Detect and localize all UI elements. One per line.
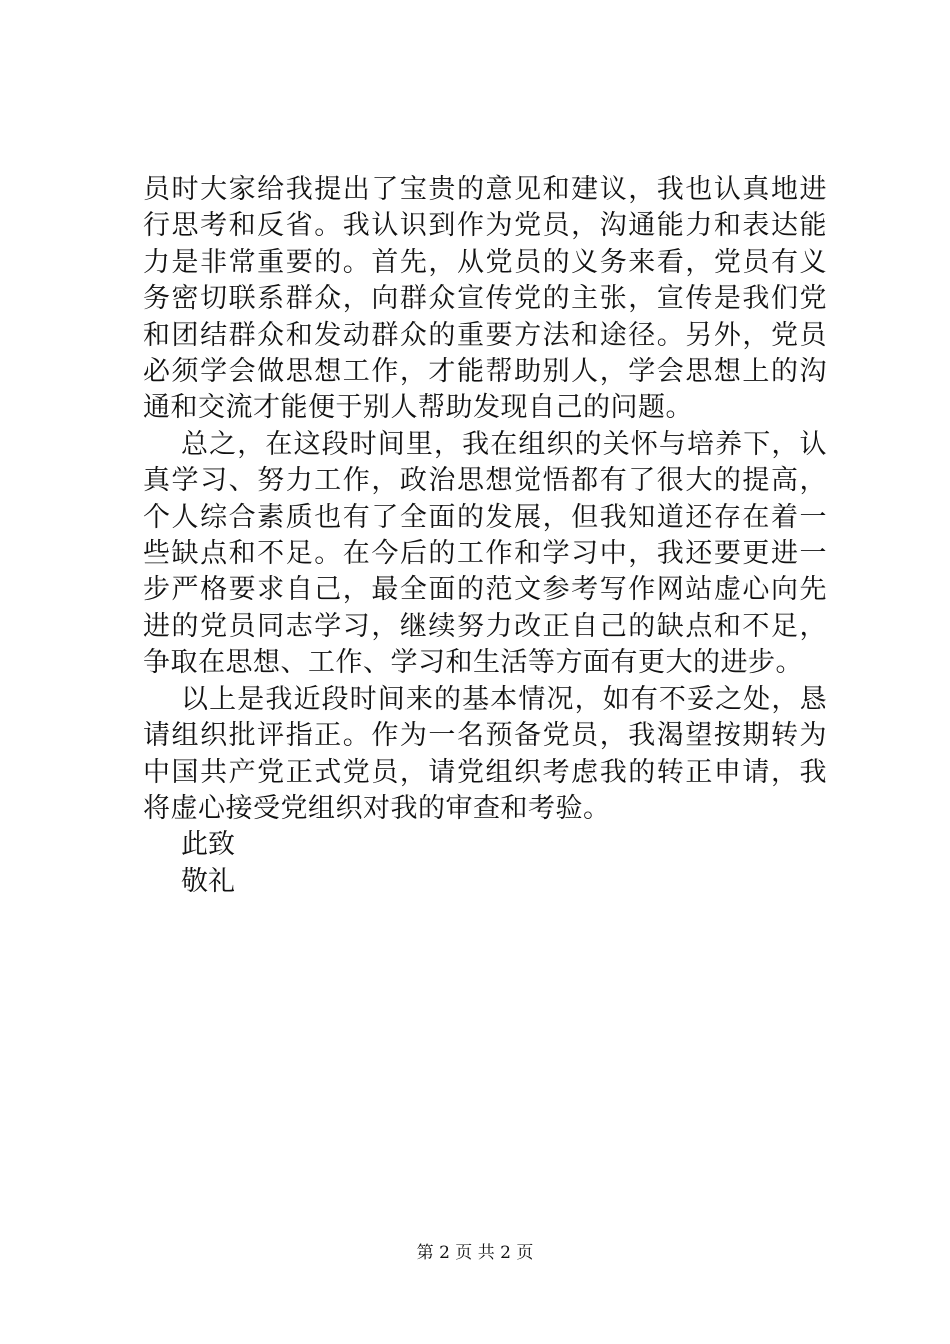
closing-salutation: 此致 xyxy=(181,829,235,861)
letter-body xyxy=(143,172,827,900)
paragraph-request: 以上是我近段时间来的基本情况，如有不妥之处，恳请组织批评指正。作为一名预备党员，我渴望按期转为中国共产党正式党员，请党组织考虑我的转正申请，我将虚心接受党组织对我的审查和考验。 xyxy=(143,683,827,824)
paragraph-continued: 员时大家给我提出了宝贵的意见和建议，我也认真地进行思考和反省。我认识到作为党员，沟通能力和表达能力是非常重要的。首先，从党员的义务来看，党员有义务密切联系群众，向群众宣传党的主张，宣传是我们党和团结群众和发动群众的重要方法和途径。另外，党员必须学会做思想工作，才能帮助别人，学会思想上的沟通和交流才能便于别人帮助发现自己的问题。 xyxy=(143,174,827,424)
closing-regards: 敬礼 xyxy=(181,865,235,897)
paragraph-summary: 总之，在这段时间里，我在组织的关怀与培养下，认真学习、努力工作，政治思想觉悟都有了很大的提高，个人综合素质也有了全面的发展，但我知道还存在着一些缺点和不足。在今后的工作和学习中，我还要更进一步严格要求自己，最全面的范文参考写作网站虚心向先进的党员同志学习，继续努力改正自己的缺点和不足，争取在思想、工作、学习和生活等方面有更大的进步。 xyxy=(143,428,827,679)
page-number-footer: 第 2 页 共 2 页 xyxy=(416,1243,534,1263)
